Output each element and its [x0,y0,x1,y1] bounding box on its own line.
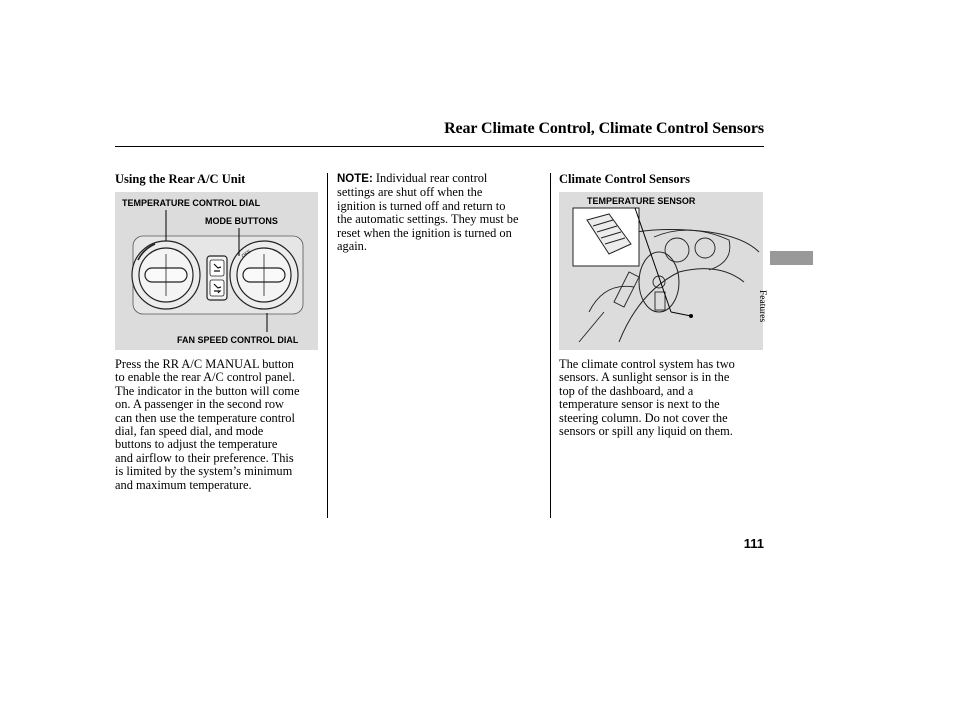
air-vent-icon [573,208,639,266]
note-text: Individual rear control [372,171,488,185]
temperature-dial-label: TEMPERATURE CONTROL DIAL [122,198,261,208]
page-number: 111 [743,536,764,551]
title-divider [115,146,764,147]
column-divider-left [327,173,328,518]
section-label: Features [757,290,767,323]
text-line: The climate control system has two [559,357,735,371]
text-line: sensors or spill any liquid on them. [559,424,733,439]
sensors-paragraph [559,358,735,438]
text-line: buttons to adjust the temperature [115,437,278,452]
sensors-heading: Climate Control Sensors [559,172,691,186]
text-line: steering column. Do not cover the [559,410,728,425]
text-line: sensors. A sunlight sensor is in the [559,370,730,385]
fan-speed-dial-label: FAN SPEED CONTROL DIAL [177,335,299,345]
fan-off-mark: OFF [240,248,253,260]
temperature-sensor-label: TEMPERATURE SENSOR [587,196,696,206]
section-tab [770,251,813,265]
temperature-dial-icon [132,241,200,309]
text-line: and maximum temperature. [115,477,252,492]
text-line: again. [337,239,367,254]
text-line: reset when the ignition is turned on [337,225,512,240]
note-label: NOTE: [337,173,373,185]
note-paragraph [337,172,518,253]
text-line: The indicator in the button will come [115,383,300,398]
page-title: Rear Climate Control, Climate Control Sensors [444,120,764,137]
text-line: the automatic settings. They must be [337,212,519,227]
text-line: is limited by the system’s minimum [115,464,293,479]
dashboard-sensor-illustration [559,192,763,350]
fan-speed-dial-icon [230,241,298,309]
text-line: to enable the rear A/C control panel. [115,370,295,385]
text-line: dial, fan speed dial, and mode [115,424,264,439]
text-line: top of the dashboard, and a [559,383,694,398]
rear-ac-paragraph [115,358,299,492]
text-line: settings are shut off when the [337,185,483,200]
text-line: and airflow to their preference. This [115,450,294,465]
rear-ac-heading: Using the Rear A/C Unit [115,172,246,186]
rear-ac-control-figure [115,192,318,350]
mode-buttons-label: MODE BUTTONS [205,216,278,226]
text-line: can then use the temperature control [115,410,295,425]
text-line: Press the RR A/C MANUAL button [115,357,294,371]
mode-buttons-icon [207,256,227,300]
text-line: on. A passenger in the second row [115,397,284,412]
text-line: temperature sensor is next to the [559,397,720,412]
sensor-figure [559,192,763,350]
sensor-location-marker [689,314,693,318]
column-divider-right [550,173,551,518]
text-line [337,172,518,186]
text-line: ignition is turned off and return to [337,198,506,213]
